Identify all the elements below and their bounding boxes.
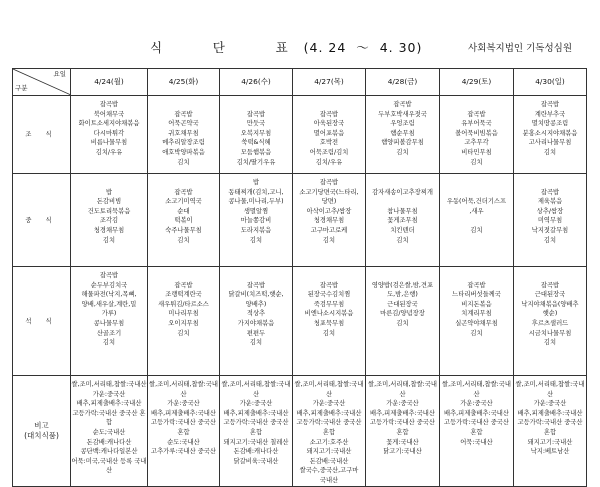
- menu-item: 만둣국: [246, 120, 266, 128]
- origin-note-line: 낙지:베트남산: [530, 448, 570, 456]
- menu-item: 잡곡밥: [246, 110, 266, 118]
- origin-note-line: 순도;국내산: [92, 428, 126, 436]
- menu-cell: [440, 376, 514, 487]
- menu-item: 아삭이고추/쌈장: [306, 207, 352, 215]
- menu-item: 죽검무무침: [313, 300, 345, 308]
- menu-item: 어묵곤약국: [168, 120, 199, 128]
- menu-item: [293, 100, 365, 110]
- menu-item: 조랭떡계란국: [165, 291, 202, 299]
- menu-item: 잡곡밥: [174, 281, 193, 289]
- menu-item: [366, 271, 439, 281]
- menu-item: 낙지야채볶음(양배추: [521, 300, 579, 308]
- origin-note-line: 가운:중국산: [386, 400, 419, 408]
- menu-item: 모둠햄볶음: [240, 148, 272, 156]
- menu-item: 우동(어묵,건더기스프: [446, 198, 507, 206]
- menu-item: 영양밥(검은쌀,밤,견포: [371, 281, 434, 289]
- origin-note-line: 가운:중국산: [460, 400, 493, 408]
- menu-item: 청경채무침: [93, 226, 125, 234]
- menu-item: 콩나물무침: [93, 319, 125, 327]
- menu-cell: [293, 174, 366, 267]
- menu-item: 김치: [322, 329, 336, 337]
- menu-cell: [440, 267, 514, 376]
- menu-item: 적상추: [246, 310, 266, 318]
- origin-note-line: 고등가락:국내산 중국산 혼합: [444, 419, 509, 436]
- menu-item: 잡곡밥: [467, 110, 486, 118]
- menu-cell: [71, 376, 148, 487]
- origin-note-line: 가운:중국산: [239, 400, 273, 408]
- menu-item: 마늘쫑감비: [240, 217, 272, 225]
- origin-note-line: 쌀,조미,서리태,찹쌀:국내산: [294, 381, 364, 398]
- origin-note-line: 콩단백:캐나다일본산: [80, 448, 138, 456]
- origin-note-line: 돼지고기:국내산 칠레산: [223, 438, 289, 446]
- menu-cell: [71, 96, 148, 174]
- organization-name: 사회복지법인 기독성심원: [468, 43, 572, 54]
- menu-item: 가지야채볶음: [237, 319, 275, 327]
- meal-axis-label: 구분: [15, 84, 28, 93]
- origin-note-line: 돈감배:캐나다산: [86, 438, 132, 446]
- menu-item: 새우튀김/타르소스: [158, 300, 209, 308]
- day-header: 4/24(월): [71, 69, 148, 96]
- menu-item: 김치: [543, 148, 557, 156]
- origin-note-line: 가운:중국산: [312, 400, 346, 408]
- menu-item: 도라지볶음: [240, 226, 272, 234]
- menu-item: 양배,새우살,계란,밀: [81, 300, 137, 308]
- menu-cell: [148, 376, 220, 487]
- menu-item: 잡곡밥: [393, 101, 412, 108]
- menu-item: 밥: [105, 188, 113, 196]
- menu-cell: [293, 96, 366, 174]
- origin-note-line: 쌀국수,중국산,고구마: [299, 467, 359, 475]
- menu-item: 두부호박새우젓국: [378, 110, 427, 118]
- menu-item: 청포묵무침: [313, 319, 345, 327]
- origin-note-line: 배추,피제출배추:국내산: [151, 409, 216, 417]
- menu-cell: [366, 376, 440, 487]
- menu-item: 잡곡밥: [319, 110, 339, 118]
- origin-note-line: 쌀,조미,서리태,찹쌀:국내산: [442, 381, 511, 398]
- menu-item: 햄양피볼감무침: [381, 139, 424, 147]
- origin-note-line: 쌀,조미,서리태,찹쌀:국내산: [71, 381, 147, 388]
- menu-cell: [220, 376, 293, 487]
- corner-header-cell: [13, 69, 71, 96]
- origin-note-line: 쌀,조미,서리태,찹쌀:국내산: [515, 381, 585, 398]
- origin-note-line: 가운:중국산: [92, 390, 126, 398]
- menu-item: 김치: [249, 339, 263, 347]
- origin-note-line: 배추,피제출배추:국내산: [296, 409, 362, 417]
- menu-item: 햇순): [542, 310, 558, 318]
- menu-item: 우엉조림: [390, 120, 415, 128]
- origin-note-line: 어묵:미국,국내산 등록 국내산: [71, 457, 147, 475]
- menu-item: 멸치땅콩조림: [531, 120, 569, 128]
- menu-item: 건도토리묵볶음: [87, 207, 131, 215]
- menu-item: 볼어묵비빔볶음: [455, 129, 498, 137]
- menu-cell: [148, 267, 220, 376]
- menu-item: 생멸알찜: [243, 207, 269, 215]
- menu-item: 유부어묵국: [461, 120, 492, 128]
- origin-note-line: 고등가락:국내산 중국산 혼합: [517, 419, 583, 436]
- menu-item: 호박전: [319, 139, 339, 147]
- menu-item: 김치/딸기우유: [236, 158, 276, 166]
- menu-item: 김치: [102, 236, 116, 244]
- origin-note-line: 국내산: [319, 476, 339, 484]
- origin-note-line: 고추가루:국내산 중국산: [151, 448, 216, 456]
- menu-cell: [366, 267, 440, 376]
- menu-item: 오이지무침: [168, 319, 199, 327]
- menu-item: 당면): [321, 198, 337, 206]
- meal-row-note: [13, 376, 587, 487]
- menu-item: 고사리나물무침: [528, 139, 572, 147]
- menu-item: 잡곡밥: [174, 110, 193, 118]
- menu-item: 청경채무침: [313, 217, 345, 225]
- menu-item: 김치: [470, 329, 483, 337]
- menu-item: 참나물무침: [387, 207, 418, 215]
- menu-item: 김치: [470, 158, 483, 166]
- menu-item: ,새우: [469, 207, 484, 215]
- menu-item: 북어채무국: [93, 110, 125, 118]
- menu-item: 김치: [177, 329, 190, 337]
- menu-item: [514, 178, 586, 188]
- day-header: 4/28(금): [366, 69, 440, 96]
- menu-item: 해물파전(낙지,목뼈,: [81, 291, 137, 299]
- menu-item: [440, 188, 513, 198]
- origin-note-line: 닭갈비육:국내산: [233, 457, 279, 465]
- menu-item: 시금치나물무침: [528, 329, 572, 337]
- menu-cell: [514, 174, 587, 267]
- menu-item: [220, 100, 292, 110]
- menu-item: 김치: [543, 236, 557, 244]
- origin-note-line: 소고기:호주산: [309, 438, 349, 446]
- menu-item: 김치: [543, 339, 557, 347]
- menu-item: 화이트소세지야채볶음: [78, 120, 140, 128]
- menu-item: 어묵조림/김치: [309, 148, 349, 156]
- menu-item: 잡곡밥: [540, 281, 560, 289]
- menu-item: [440, 216, 513, 226]
- day-header: 4/25(화): [148, 69, 220, 96]
- origin-note-line: 돼지고기:국내산: [527, 438, 573, 446]
- origin-note-line: 가운:중국산: [167, 400, 200, 408]
- menu-item: 소고기당면국(느타리,: [299, 188, 359, 196]
- menu-cell: [220, 96, 293, 174]
- menu-item: [440, 100, 513, 110]
- origin-note-line: 순도:국내산: [167, 438, 200, 446]
- menu-item: 치킨텐더: [390, 226, 415, 234]
- meal-label: 석 식: [13, 267, 71, 376]
- menu-item: 잡곡밥: [540, 101, 560, 108]
- menu-item: 김치: [102, 339, 116, 347]
- menu-item: 분홍소시지야채볶음: [522, 129, 578, 137]
- menu-item: 마른김/양념장장: [380, 310, 425, 318]
- origin-note-line: 돈감배:국내산: [309, 457, 349, 465]
- menu-item: 김치/우유: [95, 148, 123, 156]
- menu-item: 김치: [177, 158, 190, 166]
- meal-label: 중 식: [13, 174, 71, 267]
- menu-item: 꽃게조무침: [387, 217, 418, 225]
- origin-note-line: 고등가락:국내산 중국산 혼합: [151, 419, 216, 436]
- menu-item: 잡곡밥: [99, 101, 119, 108]
- origin-note-line: 고등가락:국내산 중국산 혼합: [223, 419, 289, 436]
- origin-note-line: 닭고기:국내산: [383, 448, 422, 456]
- origin-note-line: 쌀,조미,서리태,찹쌀:국내산: [149, 381, 218, 398]
- origin-note-line: 쌀,조미,서리태,찹쌀:국내산: [221, 381, 291, 398]
- meal-label: 조 식: [13, 96, 71, 174]
- menu-item: [440, 178, 513, 188]
- menu-cell: [220, 174, 293, 267]
- meal-row-breakfast: [13, 96, 587, 174]
- origin-note-line: 쌀,조미,서리태,찹쌀:국내산: [368, 381, 437, 398]
- menu-item: 미나리무침: [168, 310, 199, 318]
- menu-item: 잡곡밥: [319, 281, 339, 289]
- page-title: 식 단 표 (4. 24 ～ 4. 30): [150, 40, 423, 55]
- origin-note-line: 고등가락:국내산 중국산 혼합: [296, 419, 362, 436]
- menu-item: 닭갈비(치즈떡,햇순,: [228, 291, 284, 299]
- menu-item: [366, 178, 439, 188]
- menu-item: 비엔나소시지볶음: [304, 310, 354, 318]
- menu-item: 김치/우유: [315, 158, 343, 166]
- menu-item: [440, 271, 513, 281]
- day-header: 4/27(목): [293, 69, 366, 96]
- menu-item: 느타리버섯들께국: [452, 291, 501, 299]
- menu-cell: [293, 376, 366, 487]
- menu-item: 양배추): [245, 300, 267, 308]
- origin-note-line: 배추,피제출배추:국내산: [223, 409, 289, 417]
- menu-item: 가루): [101, 310, 117, 318]
- menu-item: 치계리무침: [461, 310, 492, 318]
- menu-item: 멸어포볶음: [313, 129, 345, 137]
- menu-item: 계란부추국: [534, 110, 566, 118]
- menu-item: 김치: [249, 236, 263, 244]
- menu-item: 실곤약야채무침: [455, 319, 498, 327]
- origin-note-line: 배추,피제출배추:국내산: [444, 409, 509, 417]
- origin-note-line: 꽃게:국내산: [386, 438, 419, 446]
- day-header: 4/29(토): [440, 69, 514, 96]
- menu-item: [366, 197, 439, 207]
- menu-item: 비타민무침: [461, 148, 492, 156]
- menu-cell: [148, 96, 220, 174]
- menu-item: 애호박양파볶음: [162, 148, 205, 156]
- menu-item: 잡곡밥: [319, 179, 339, 186]
- origin-note-line: 배추,피제출배추:국내산: [76, 400, 142, 408]
- menu-item: 오복지무침: [240, 129, 272, 137]
- menu-item: [293, 271, 365, 281]
- menu-item: 낙지젓갈무침: [531, 226, 569, 234]
- menu-cell: [514, 376, 587, 487]
- menu-item: 떡볶이: [174, 217, 193, 225]
- menu-item: 돈감비빔: [96, 198, 122, 206]
- menu-item: 김치: [396, 236, 409, 244]
- menu-item: 김치: [396, 148, 409, 156]
- menu-cell: [220, 267, 293, 376]
- menu-item: 근대된장국: [387, 300, 418, 308]
- day-header-row: [13, 69, 587, 96]
- menu-cell: [366, 174, 440, 267]
- menu-cell: [148, 174, 220, 267]
- menu-item: 햄순무침: [390, 129, 415, 137]
- menu-item: 잡곡밥: [99, 272, 119, 279]
- menu-item: 고구마고로케: [310, 226, 348, 234]
- menu-item: [220, 271, 292, 281]
- menu-cell: [440, 174, 514, 267]
- menu-item: [514, 271, 586, 281]
- menu-item: 조각김: [99, 217, 119, 225]
- menu-item: 잡곡밥: [246, 281, 266, 289]
- menu-item: 편편두: [246, 329, 266, 337]
- menu-item: 김치: [177, 236, 190, 244]
- origin-note-line: 돈감배:캐나다산: [233, 448, 279, 456]
- menu-item: 다시마튀각: [93, 129, 125, 137]
- menu-item: 제육볶음: [537, 198, 563, 206]
- menu-cell: [440, 96, 514, 174]
- menu-item: 상추/쌈장: [536, 207, 564, 215]
- day-axis-label: 요일: [53, 70, 66, 78]
- menu-item: 근대된장국: [534, 291, 566, 299]
- day-header: 4/30(일): [514, 69, 587, 96]
- menu-item: [71, 178, 147, 188]
- menu-item: [148, 178, 219, 188]
- origin-note-line: 돼지고기:국내산: [306, 448, 352, 456]
- menu-cell: [514, 96, 587, 174]
- origin-note-line: 가운:중국산: [533, 400, 567, 408]
- menu-item: 쑥떡&식혜: [241, 139, 271, 147]
- menu-item: 비지돈볶음: [461, 300, 492, 308]
- menu-item: 메추리알장조림: [162, 139, 205, 147]
- origin-note-line: 배추,피제출배추:국내산: [517, 409, 583, 417]
- menu-item: 잡곡밥: [467, 281, 486, 289]
- menu-item: 순대: [177, 207, 190, 215]
- origin-note-line: 고등가락:국내산 중국산 혼합: [72, 409, 146, 427]
- menu-item: 된장국수김치찜: [307, 291, 351, 299]
- menu-item: 아욱된장국: [313, 120, 345, 128]
- origin-note-line: 배추,피제출배추:국내산: [370, 409, 435, 417]
- menu-item: [148, 100, 219, 110]
- menu-item: 고추무각: [464, 139, 489, 147]
- menu-item: 밥: [252, 179, 260, 186]
- meal-row-dinner: [13, 267, 587, 376]
- menu-item: 김치: [322, 236, 336, 244]
- meal-row-lunch: [13, 174, 587, 267]
- origin-note-line: 고등가락:국내산 중국산 혼합: [370, 419, 435, 436]
- menu-item: 비름나물무침: [90, 139, 128, 147]
- menu-cell: [366, 96, 440, 174]
- menu-item: 감자새송이고추장찌개: [372, 188, 433, 196]
- menu-item: 산골조기: [96, 329, 122, 337]
- menu-item: [148, 271, 219, 281]
- menu-item: 숙주나물무침: [165, 226, 202, 234]
- menu-item: 동태찌개(김치,고니,: [228, 188, 284, 196]
- menu-item: 김치: [396, 319, 409, 327]
- menu-cell: [71, 174, 148, 267]
- menu-item: 김치: [470, 226, 483, 234]
- menu-item: 잡곡밥: [540, 188, 560, 196]
- menu-cell: [71, 267, 148, 376]
- origin-note-line: 어묵:국내산: [460, 438, 493, 446]
- menu-item: 귀호채무침: [168, 129, 199, 137]
- menu-item: 순두부김치국: [90, 281, 128, 289]
- menu-item: 잡곡밥: [174, 188, 193, 196]
- day-header: 4/26(수): [220, 69, 293, 96]
- menu-item: 후르츠샐러드: [531, 319, 569, 327]
- meal-label: 비고 (대치식품): [13, 376, 71, 487]
- menu-item: 소고기미역국: [165, 198, 202, 206]
- menu-cell: [293, 267, 366, 376]
- menu-cell: [514, 267, 587, 376]
- menu-item: 콩나물,미나리,두부): [228, 198, 284, 206]
- menu-item: 도,밤,은행): [387, 291, 418, 299]
- menu-item: 미역무침: [537, 217, 563, 225]
